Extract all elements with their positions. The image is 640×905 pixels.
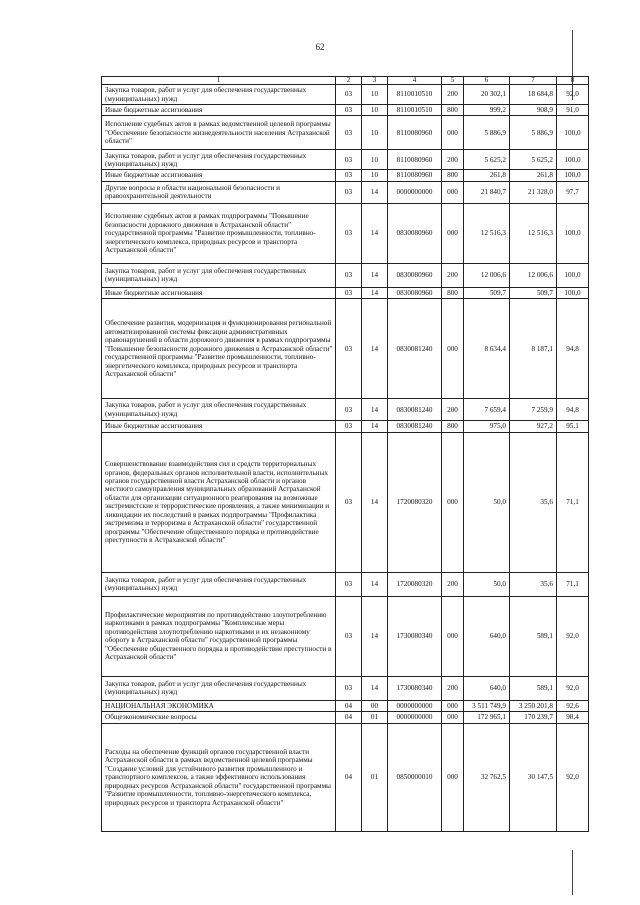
target-article-code: 0830080960 — [388, 287, 442, 298]
planned-amount: 7 659,4 — [464, 399, 510, 421]
target-article-code: 1730080340 — [388, 596, 442, 676]
section-code: 03 — [336, 203, 362, 263]
planned-amount: 21 840,7 — [464, 181, 510, 203]
column-header: 5 — [442, 77, 464, 85]
target-article-code: 0830081240 — [388, 299, 442, 399]
planned-amount: 32 762,5 — [464, 723, 510, 831]
target-article-code: 0000000000 — [388, 712, 442, 723]
executed-amount: 35,6 — [510, 572, 557, 596]
subsection-code: 14 — [362, 596, 388, 676]
table-row — [102, 263, 589, 287]
target-article-code: 0000000000 — [388, 700, 442, 711]
expense-type-code: 200 — [442, 85, 464, 105]
subsection-code: 14 — [362, 421, 388, 432]
row-name: Иные бюджетные ассигнования — [102, 421, 336, 432]
planned-amount: 975,0 — [464, 421, 510, 432]
section-code: 03 — [336, 263, 362, 287]
subsection-code: 14 — [362, 572, 388, 596]
target-article-code: 1730080340 — [388, 676, 442, 700]
row-name: НАЦИОНАЛЬНАЯ ЭКОНОМИКА — [102, 700, 336, 711]
subsection-code: 00 — [362, 700, 388, 711]
column-header: 6 — [464, 77, 510, 85]
subsection-code: 14 — [362, 181, 388, 203]
executed-amount: 30 147,5 — [510, 723, 557, 831]
execution-percent: 92,0 — [557, 676, 589, 700]
row-name: Иные бюджетные ассигнования — [102, 287, 336, 298]
planned-amount: 3 511 749,9 — [464, 700, 510, 711]
table-row — [102, 116, 589, 150]
planned-amount: 12 006,6 — [464, 263, 510, 287]
expense-type-code: 200 — [442, 399, 464, 421]
executed-amount: 908,9 — [510, 105, 557, 116]
executed-amount: 589,1 — [510, 596, 557, 676]
row-name: Обеспечение развития, модернизация и функционирования региональной автоматизированной системы фиксации административных правонарушений в области дорожного движения в рамках подпрограммы "Повышение безопасности дорожного движения в Астраханской области" государственной программы "Развитие промышленности, топливно-энергетического комплекса, природных ресурсов и транспорта Астраханской области" — [102, 299, 336, 399]
table-row — [102, 85, 589, 105]
execution-percent: 92,0 — [557, 85, 589, 105]
table-row — [102, 596, 589, 676]
subsection-code: 14 — [362, 287, 388, 298]
table-row — [102, 421, 589, 432]
column-header: 3 — [362, 77, 388, 85]
expense-type-code: 800 — [442, 170, 464, 181]
page-number: 62 — [315, 42, 325, 52]
column-header: 8 — [557, 77, 589, 85]
target-article-code: 0000000000 — [388, 181, 442, 203]
execution-percent: 71,1 — [557, 432, 589, 572]
execution-percent: 92,0 — [557, 723, 589, 831]
section-code: 03 — [336, 105, 362, 116]
row-name: Закупка товаров, работ и услуг для обеспечения государственных (муниципальных) нужд — [102, 676, 336, 700]
execution-percent: 95,1 — [557, 421, 589, 432]
column-header: 7 — [510, 77, 557, 85]
execution-percent: 100,0 — [557, 287, 589, 298]
row-name: Закупка товаров, работ и услуг для обеспечения государственных (муниципальных) нужд — [102, 399, 336, 421]
subsection-code: 10 — [362, 170, 388, 181]
target-article-code: 1720080320 — [388, 432, 442, 572]
executed-amount: 170 239,7 — [510, 712, 557, 723]
planned-amount: 999,2 — [464, 105, 510, 116]
execution-percent: 71,1 — [557, 572, 589, 596]
table-row — [102, 432, 589, 572]
section-code: 03 — [336, 181, 362, 203]
expense-type-code: 000 — [442, 723, 464, 831]
expense-type-code: 000 — [442, 700, 464, 711]
table-row — [102, 203, 589, 263]
execution-percent: 100,0 — [557, 116, 589, 150]
subsection-code: 14 — [362, 263, 388, 287]
executed-amount: 21 328,0 — [510, 181, 557, 203]
executed-amount: 5 625,2 — [510, 150, 557, 170]
target-article-code: 0830081240 — [388, 421, 442, 432]
column-header: 2 — [336, 77, 362, 85]
execution-percent: 100,0 — [557, 203, 589, 263]
target-article-code: 0850000010 — [388, 723, 442, 831]
section-code: 03 — [336, 150, 362, 170]
row-name: Исполнение судебных актов в рамках ведомственной целевой программы "Обеспечение безопасности жизнедеятельности населения Астраханской области" — [102, 116, 336, 150]
target-article-code: 8110080960 — [388, 150, 442, 170]
row-name: Иные бюджетные ассигнования — [102, 170, 336, 181]
expense-type-code: 800 — [442, 287, 464, 298]
section-code: 04 — [336, 700, 362, 711]
row-name: Иные бюджетные ассигнования — [102, 105, 336, 116]
section-code: 04 — [336, 712, 362, 723]
subsection-code: 01 — [362, 723, 388, 831]
planned-amount: 8 634,4 — [464, 299, 510, 399]
executed-amount: 509,7 — [510, 287, 557, 298]
execution-percent: 92,0 — [557, 596, 589, 676]
expense-type-code: 000 — [442, 712, 464, 723]
expense-type-code: 000 — [442, 432, 464, 572]
table-row — [102, 150, 589, 170]
row-name: Общеэкономические вопросы — [102, 712, 336, 723]
row-name: Закупка товаров, работ и услуг для обеспечения государственных (муниципальных) нужд — [102, 263, 336, 287]
planned-amount: 640,0 — [464, 676, 510, 700]
table-row — [102, 676, 589, 700]
section-code: 03 — [336, 572, 362, 596]
executed-amount: 261,8 — [510, 170, 557, 181]
subsection-code: 10 — [362, 105, 388, 116]
target-article-code: 0830080960 — [388, 263, 442, 287]
section-code: 04 — [336, 723, 362, 831]
target-article-code: 0830081240 — [388, 399, 442, 421]
planned-amount: 5 886,9 — [464, 116, 510, 150]
subsection-code: 14 — [362, 399, 388, 421]
execution-percent: 94,8 — [557, 299, 589, 399]
execution-percent: 94,8 — [557, 399, 589, 421]
expense-type-code: 000 — [442, 596, 464, 676]
subsection-code: 14 — [362, 203, 388, 263]
planned-amount: 50,0 — [464, 572, 510, 596]
target-article-code: 0830080960 — [388, 203, 442, 263]
executed-amount: 12 516,3 — [510, 203, 557, 263]
planned-amount: 5 625,2 — [464, 150, 510, 170]
section-code: 03 — [336, 596, 362, 676]
subsection-code: 10 — [362, 85, 388, 105]
row-name: Другие вопросы в области национальной безопасности и правоохранительной деятельности — [102, 181, 336, 203]
subsection-code: 10 — [362, 116, 388, 150]
expense-type-code: 000 — [442, 181, 464, 203]
target-article-code: 1720080320 — [388, 572, 442, 596]
table-row — [102, 170, 589, 181]
row-name: Исполнение судебных актов в рамках подпрограммы "Повышение безопасности дорожного движения в Астраханской области" государственной программы "Развитие промышленности, топливно-энергетического комплекса, природных ресурсов и транспорта Астраханской области" — [102, 203, 336, 263]
executed-amount: 589,1 — [510, 676, 557, 700]
section-code: 03 — [336, 116, 362, 150]
section-code: 03 — [336, 399, 362, 421]
subsection-code: 01 — [362, 712, 388, 723]
executed-amount: 18 684,8 — [510, 85, 557, 105]
scan-edge-line — [572, 850, 573, 895]
execution-percent: 92,6 — [557, 700, 589, 711]
execution-percent: 100,0 — [557, 150, 589, 170]
expense-type-code: 200 — [442, 150, 464, 170]
planned-amount: 20 302,1 — [464, 85, 510, 105]
table-row — [102, 572, 589, 596]
section-code: 03 — [336, 676, 362, 700]
table-row — [102, 181, 589, 203]
table-row — [102, 712, 589, 723]
table-row — [102, 105, 589, 116]
executed-amount: 3 250 201,8 — [510, 700, 557, 711]
section-code: 03 — [336, 421, 362, 432]
section-code: 03 — [336, 432, 362, 572]
execution-percent: 97,7 — [557, 181, 589, 203]
execution-percent: 100,0 — [557, 170, 589, 181]
table-row — [102, 299, 589, 399]
row-name: Закупка товаров, работ и услуг для обеспечения государственных (муниципальных) нужд — [102, 572, 336, 596]
budget-table — [101, 76, 589, 832]
header-row — [102, 77, 589, 85]
execution-percent: 91,0 — [557, 105, 589, 116]
executed-amount: 927,2 — [510, 421, 557, 432]
row-name: Совершенствование взаимодействия сил и средств территориальных органов, федеральных органов исполнительной власти, исполнительных органов государственной власти Астраханской области и органов местного самоуправления муниципальных образований Астраханской области для организации ситуационного реагирования на возможные экстремистские и террористические проявления, а также минимизации и ликвидации их последствий в рамках подпрограммы "Профилактика экстремизма и терроризма в Астраханской области" государственной программы "Обеспечение общественного порядка и противодействие преступности в Астраханской области" — [102, 432, 336, 572]
executed-amount: 5 886,9 — [510, 116, 557, 150]
table-row — [102, 287, 589, 298]
execution-percent: 98,4 — [557, 712, 589, 723]
row-name: Расходы на обеспечение функций органов государственной власти Астраханской области в рамках ведомственной целевой программы "Создание условий для устойчивого развития промышленного и транспортного комплексов, а также эффективного использования природных ресурсов Астраханской области" государственной программы "Развитие промышленности, топливно-энергетического комплекса, природных ресурсов и транспорта Астраханской области" — [102, 723, 336, 831]
executed-amount: 7 259,9 — [510, 399, 557, 421]
expense-type-code: 200 — [442, 572, 464, 596]
expense-type-code: 000 — [442, 203, 464, 263]
expense-type-code: 200 — [442, 676, 464, 700]
executed-amount: 8 187,1 — [510, 299, 557, 399]
subsection-code: 14 — [362, 676, 388, 700]
executed-amount: 35,6 — [510, 432, 557, 572]
planned-amount: 509,7 — [464, 287, 510, 298]
target-article-code: 8110010510 — [388, 105, 442, 116]
target-article-code: 8110080960 — [388, 116, 442, 150]
section-code: 03 — [336, 170, 362, 181]
section-code: 03 — [336, 85, 362, 105]
row-name: Профилактические мероприятия по противодействию злоупотреблению наркотиками в рамках подпрограммы "Комплексные меры противодействия злоупотреблению наркотиками и их незаконному обороту в Астраханской области" государственной программы "Обеспечение общественного порядка и противодействие преступности в Астраханской области" — [102, 596, 336, 676]
expense-type-code: 000 — [442, 116, 464, 150]
planned-amount: 12 516,3 — [464, 203, 510, 263]
execution-percent: 100,0 — [557, 263, 589, 287]
subsection-code: 10 — [362, 150, 388, 170]
expense-type-code: 200 — [442, 263, 464, 287]
target-article-code: 8110080960 — [388, 170, 442, 181]
table-row — [102, 700, 589, 711]
column-header: 1 — [102, 77, 336, 85]
expense-type-code: 800 — [442, 421, 464, 432]
subsection-code: 14 — [362, 299, 388, 399]
column-header: 4 — [388, 77, 442, 85]
planned-amount: 172 965,1 — [464, 712, 510, 723]
table-row — [102, 399, 589, 421]
subsection-code: 14 — [362, 432, 388, 572]
planned-amount: 640,0 — [464, 596, 510, 676]
row-name: Закупка товаров, работ и услуг для обеспечения государственных (муниципальных) нужд — [102, 85, 336, 105]
row-name: Закупка товаров, работ и услуг для обеспечения государственных (муниципальных) нужд — [102, 150, 336, 170]
expense-type-code: 000 — [442, 299, 464, 399]
target-article-code: 8110010510 — [388, 85, 442, 105]
table-row — [102, 723, 589, 831]
section-code: 03 — [336, 287, 362, 298]
planned-amount: 50,0 — [464, 432, 510, 572]
expense-type-code: 800 — [442, 105, 464, 116]
planned-amount: 261,8 — [464, 170, 510, 181]
executed-amount: 12 006,6 — [510, 263, 557, 287]
section-code: 03 — [336, 299, 362, 399]
